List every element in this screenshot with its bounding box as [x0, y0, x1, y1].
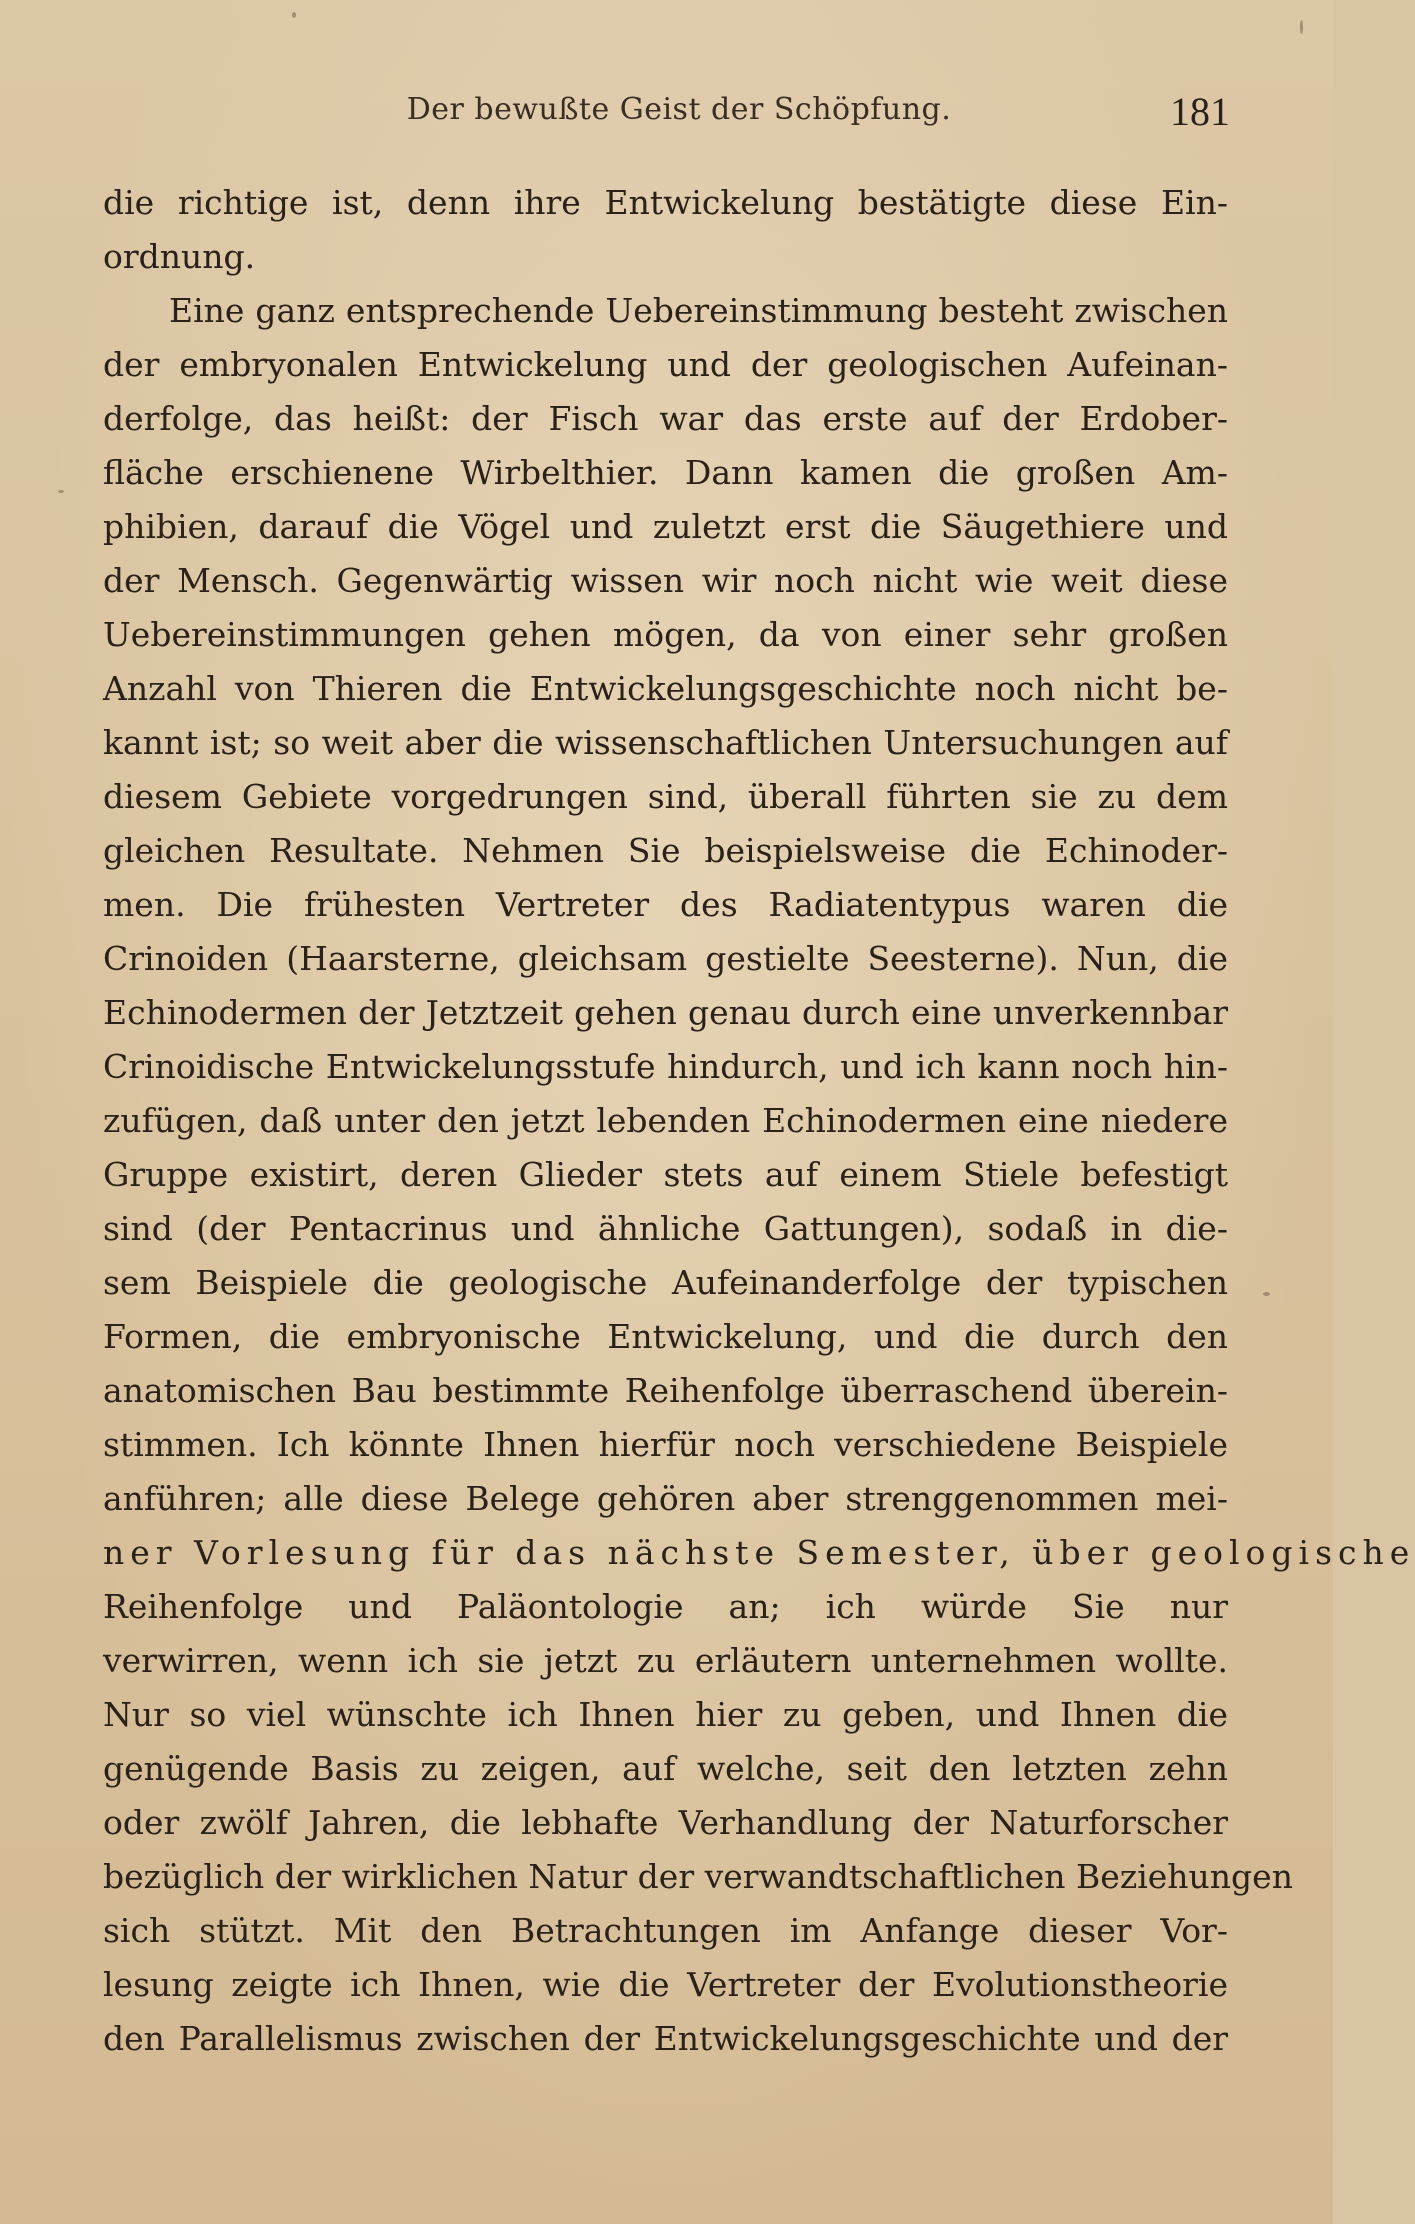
paper-speck — [1263, 1292, 1270, 1296]
text-line: Formen, die embryonische Entwickelung, und die durch den — [103, 1317, 1228, 1356]
paper-speck — [58, 490, 64, 493]
text-line: sem Beispiele die geologische Aufeinanderfolge der typischen — [103, 1263, 1228, 1302]
text-line: sich stützt. Mit den Betrachtungen im Anfange dieser Vor- — [103, 1911, 1228, 1950]
text-line: lesung zeigte ich Ihnen, wie die Vertreter der Evolutionstheorie — [103, 1965, 1228, 2004]
text-line: bezüglich der wirklichen Natur der verwandtschaftlichen Beziehungen — [103, 1857, 1293, 1896]
text-line: fläche erschienene Wirbelthier. Dann kamen die großen Am- — [103, 453, 1228, 492]
text-line: oder zwölf Jahren, die lebhafte Verhandlung der Naturforscher — [103, 1803, 1228, 1842]
paper-speck — [1300, 20, 1303, 34]
text-line: die richtige ist, denn ihre Entwickelung bestätigte diese Ein- — [103, 183, 1228, 222]
text-line: kannt ist; so weit aber die wissenschaftlichen Untersuchungen auf — [103, 723, 1228, 762]
text-line: genügende Basis zu zeigen, auf welche, seit den letzten zehn — [103, 1749, 1228, 1788]
page-header — [118, 89, 1240, 142]
text-line: Echinodermen der Jetztzeit gehen genau durch eine unverkennbar — [103, 993, 1228, 1032]
running-title: Der bewußte Geist der Schöpfung. — [406, 92, 952, 127]
text-line: Reihenfolge und Paläontologie an; ich würde Sie nur — [103, 1587, 1228, 1626]
text-line: diesem Gebiete vorgedrungen sind, überall führten sie zu dem — [103, 777, 1228, 816]
text-line: derfolge, das heißt: der Fisch war das erste auf der Erdober- — [103, 399, 1228, 438]
text-line: verwirren, wenn ich sie jetzt zu erläutern unternehmen wollte. — [103, 1641, 1228, 1680]
text-line: stimmen. Ich könnte Ihnen hierfür noch verschiedene Beispiele — [103, 1425, 1228, 1464]
text-line: gleichen Resultate. Nehmen Sie beispielsweise die Echinoder- — [103, 831, 1228, 870]
text-line: der embryonalen Entwickelung und der geologischen Aufeinan- — [103, 345, 1228, 384]
text-line: den Parallelismus zwischen der Entwickelungsgeschichte und der — [103, 2019, 1228, 2058]
text-line: ner Vorlesung für das nächste Semester, über geologische — [103, 1533, 1415, 1572]
text-line: anatomischen Bau bestimmte Reihenfolge überraschend überein- — [103, 1371, 1228, 1410]
paper-speck — [292, 12, 296, 18]
text-line: anführen; alle diese Belege gehören aber strenggenommen mei- — [103, 1479, 1228, 1518]
text-line: men. Die frühesten Vertreter des Radiatentypus waren die — [103, 885, 1228, 924]
text-line: sind (der Pentacrinus und ähnliche Gattungen), sodaß in die- — [103, 1209, 1228, 1248]
text-line: Nur so viel wünschte ich Ihnen hier zu geben, und Ihnen die — [103, 1695, 1228, 1734]
text-line: phibien, darauf die Vögel und zuletzt erst die Säugethiere und — [103, 507, 1228, 546]
text-line: der Mensch. Gegenwärtig wissen wir noch nicht wie weit diese — [103, 561, 1228, 600]
text-line: Crinoidische Entwickelungsstufe hindurch, und ich kann noch hin- — [103, 1047, 1228, 1086]
text-line: Gruppe existirt, deren Glieder stets auf einem Stiele befestigt — [103, 1155, 1228, 1194]
text-line: Uebereinstimmungen gehen mögen, da von einer sehr großen — [103, 615, 1228, 654]
paragraph-start-line: Eine ganz entsprechende Uebereinstimmung besteht zwischen — [169, 291, 1228, 330]
body-text — [103, 176, 1415, 2066]
text-line: Crinoiden (Haarsterne, gleichsam gestielte Seesterne). Nun, die — [103, 939, 1228, 978]
page-number: 181 — [1170, 89, 1230, 134]
text-line: zufügen, daß unter den jetzt lebenden Echinodermen eine niedere — [103, 1101, 1228, 1140]
text-line: Anzahl von Thieren die Entwickelungsgeschichte noch nicht be- — [103, 669, 1228, 708]
text-line: ordnung. — [103, 237, 256, 276]
